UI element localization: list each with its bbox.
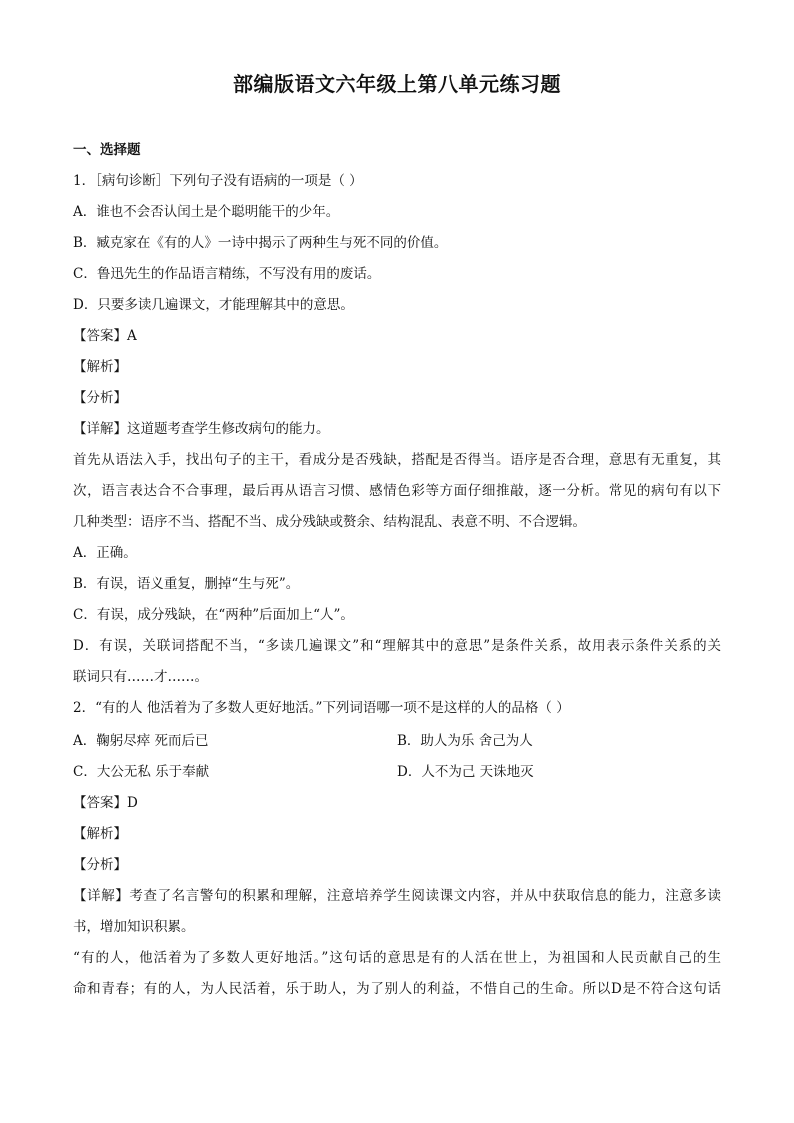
document-title: 部编版语文六年级上第八单元练习题 bbox=[233, 72, 561, 96]
question-1-stem: 1．［病句诊断］下列句子没有语病的一项是（ ） bbox=[73, 173, 363, 189]
question-1-fenxi-label: 【分析】 bbox=[73, 390, 127, 406]
question-2-stem: 2．“有的人 他活着为了多数人更好地活。”下列词语哪一项不是这样的人的品格（ ） bbox=[73, 700, 570, 716]
question-2-detail-line-2: 书，增加知识积累。 bbox=[73, 919, 195, 935]
question-2-option-a: A．鞠躬尽瘁 死而后已 bbox=[73, 733, 209, 749]
question-1-explain-a: A．正确。 bbox=[73, 545, 137, 561]
question-1-option-d: D．只要多读几遍课文，才能理解其中的意思。 bbox=[73, 297, 354, 313]
question-2-para-line-1: “有的人，他活着为了多数人更好地活。”这句话的意思是有的人活在世上，为祖国和人民贡献自己的生 bbox=[73, 950, 721, 966]
question-1-detail: 【详解】这道题考查学生修改病句的能力。 bbox=[73, 421, 330, 437]
question-1-explain-c: C．有误，成分残缺，在“两种”后面加上“人”。 bbox=[73, 607, 354, 623]
question-1-option-a: A．谁也不会否认闰土是个聪明能干的少年。 bbox=[73, 204, 340, 220]
question-2-option-d: D．人不为己 天诛地灭 bbox=[397, 764, 534, 780]
question-1-explain-d-line-2: 联词只有……才……。 bbox=[73, 669, 208, 685]
question-1-analysis-label: 【解析】 bbox=[73, 359, 127, 375]
question-1-answer: 【答案】A bbox=[73, 328, 137, 344]
question-1-explain-d-line-1: D．有误，关联词搭配不当，“多读几遍课文”和“理解其中的意思”是条件关系，故用表示条件关系的关 bbox=[73, 638, 721, 654]
question-2-para-line-2: 命和青春；有的人，为人民活着，乐于助人，为了别人的利益，不惜自己的生命。所以D是不符合这句话 bbox=[73, 981, 721, 997]
question-2-analysis-label: 【解析】 bbox=[73, 826, 127, 842]
question-2-option-c: C．大公无私 乐于奉献 bbox=[73, 764, 210, 780]
question-2-fenxi-label: 【分析】 bbox=[73, 857, 127, 873]
question-1-para-line-1: 首先从语法入手，找出句子的主干，看成分是否残缺，搭配是否得当。语序是否合理，意思有无重复，其 bbox=[73, 452, 721, 468]
section-heading: 一、选择题 bbox=[73, 142, 141, 158]
question-1-option-b: B．臧克家在《有的人》一诗中揭示了两种生与死不同的价值。 bbox=[73, 235, 448, 251]
question-2-answer: 【答案】D bbox=[73, 795, 138, 811]
question-2-option-b: B．助人为乐 舍己为人 bbox=[397, 733, 533, 749]
question-2-detail-line-1: 【详解】考查了名言警句的积累和理解，注意培养学生阅读课文内容，并从中获取信息的能力，注意多读 bbox=[73, 888, 721, 904]
question-1-option-c: C．鲁迅先生的作品语言精练，不写没有用的废话。 bbox=[73, 266, 381, 282]
question-1-para-line-3: 几种类型：语序不当、搭配不当、成分残缺或赘余、结构混乱、表意不明、不合逻辑。 bbox=[73, 514, 586, 530]
question-1-explain-b: B．有误，语义重复，删掉“生与死”。 bbox=[73, 576, 300, 592]
question-1-para-line-2: 次，语言表达合不合事理，最后再从语言习惯、感情色彩等方面仔细推敲，逐一分析。常见的病句有以下 bbox=[73, 483, 721, 499]
